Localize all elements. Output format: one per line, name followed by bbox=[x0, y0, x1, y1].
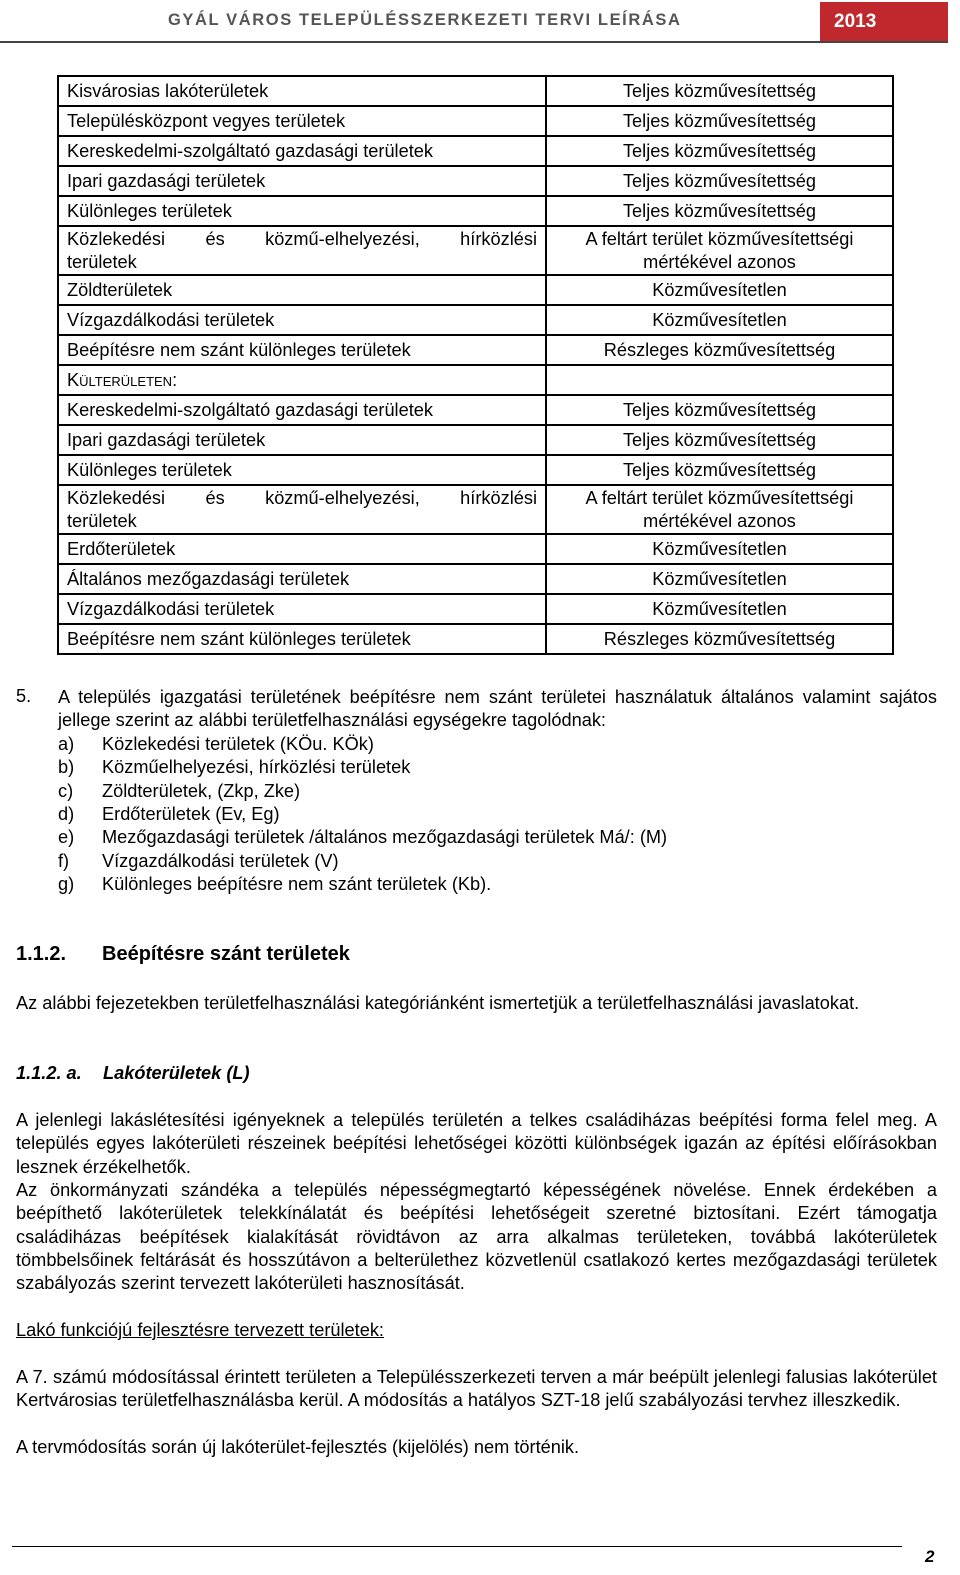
subsection-number: 1.1.2. a. bbox=[16, 1063, 82, 1083]
table-cell-area-type: Beépítésre nem szánt különleges területek bbox=[58, 335, 546, 365]
table-row bbox=[58, 365, 893, 395]
table-cell-utility-level: Közművesítetlen bbox=[546, 564, 893, 594]
table-cell-utility-level bbox=[546, 226, 893, 275]
list-item-text: Mezőgazdasági területek /általános mezőgazdasági területek Má/: (M) bbox=[102, 827, 668, 848]
list-item-text: Közműelhelyezési, hírközlési területek bbox=[102, 757, 411, 778]
list-item-label: a) bbox=[58, 734, 75, 754]
table-cell-area-type: Beépítésre nem szánt különleges területek bbox=[58, 624, 546, 654]
table-cell-area-type: Településközpont vegyes területek bbox=[58, 106, 546, 136]
table-row bbox=[58, 395, 893, 425]
subsection-title: Lakóterületek (L) bbox=[103, 1063, 250, 1083]
table-cell-empty bbox=[546, 365, 893, 395]
paragraph-4: A tervmódosítás során új lakóterület-fejlesztés (kijelölés) nem történik. bbox=[16, 1437, 580, 1457]
footer-rule bbox=[12, 1546, 902, 1547]
table-row bbox=[58, 166, 893, 196]
list-item-text: Különleges beépítésre nem szánt területek (Kb). bbox=[102, 873, 492, 894]
table-cell-area-type: Zöldterületek bbox=[58, 275, 546, 305]
list-item-label: g) bbox=[58, 873, 75, 894]
table-cell-area-type: Különleges területek bbox=[58, 455, 546, 485]
table-row bbox=[58, 305, 893, 335]
header-title: GYÁL VÁROS TELEPÜLÉSSZERKEZETI TERVI LEÍRÁSA bbox=[168, 11, 682, 29]
underlined-heading: Lakó funkciójú fejlesztésre tervezett területek: bbox=[16, 1320, 384, 1340]
paragraph-2: Az önkormányzati szándéka a település népességmegtartó képességének növelése. Ennek érdekében a beépíthető lakóterületek telekkínálatát és beépítési lehetőségeit szeretné biztosítani. Ezért támogatja családiházas beépítések kialakítását rövidtávon az arra alkalmas területeken, továbbá lakóterületek tömbbelsőinek feltárását és hosszútávon a belterülethez közvetlenül csatlakozó kertes mezőgazdasági területek szabályozás szerint tervezett lakóterületi hasznosítását. bbox=[16, 1180, 937, 1294]
point-5-number: 5. bbox=[16, 686, 32, 706]
list-item-text: Közlekedési területek (KÖu. KÖk) bbox=[102, 734, 374, 754]
table-row bbox=[58, 485, 893, 534]
cell-line: területek bbox=[67, 511, 137, 531]
table-row bbox=[58, 455, 893, 485]
table-row bbox=[58, 624, 893, 654]
table-cell-area-type: Különleges területek bbox=[58, 196, 546, 226]
table-cell-area-type: Erdőterületek bbox=[58, 534, 546, 564]
table-cell-utility-level: Teljes közművesítettség bbox=[546, 196, 893, 226]
table-cell-area-type: Kereskedelmi-szolgáltató gazdasági területek bbox=[58, 136, 546, 166]
list-item-text: Erdőterületek (Ev, Eg) bbox=[102, 803, 280, 824]
table-cell-area-type: Vízgazdálkodási területek bbox=[58, 305, 546, 335]
table-cell-area-type: Általános mezőgazdasági területek bbox=[58, 564, 546, 594]
table-cell-utility-level: Teljes közművesítettség bbox=[546, 106, 893, 136]
table-cell-area-type: Kereskedelmi-szolgáltató gazdasági területek bbox=[58, 395, 546, 425]
page-header bbox=[0, 0, 960, 42]
section-title: Beépítésre szánt területek bbox=[102, 943, 350, 965]
list-item-text: Zöldterületek, (Zkp, Zke) bbox=[102, 780, 301, 801]
list-item-text: Vízgazdálkodási területek (V) bbox=[102, 850, 339, 871]
table-cell-utility-level: Közművesítetlen bbox=[546, 275, 893, 305]
list-item-label: c) bbox=[58, 780, 74, 801]
cell-line: mértékével azonos bbox=[643, 252, 796, 272]
page-number: 2 bbox=[925, 1547, 935, 1566]
point-5-text: A település igazgatási területének beépítésre nem szánt területei használatuk általános valamint sajátos jellege szerint az alábbi területfelhasználási egységekre tagolódnak: bbox=[58, 687, 937, 731]
table-cell-utility-level: Közművesítetlen bbox=[546, 534, 893, 564]
cell-line: A feltárt terület közművesítettségi bbox=[585, 229, 854, 249]
section-number: 1.1.2. bbox=[16, 943, 67, 965]
paragraph-1: A jelenlegi lakáslétesítési igényeknek a település területén a telkes családiházas beépítési forma felel meg. A település egyes lakóterületi részeinek beépítési lehetőségei közötti különbségek igazán az építési előírásokban lesznek érzékelhetők. bbox=[16, 1110, 937, 1177]
table-cell-utility-level: Részleges közművesítettség bbox=[546, 624, 893, 654]
table-row bbox=[58, 136, 893, 166]
table-cell-utility-level: Teljes közművesítettség bbox=[546, 166, 893, 196]
cell-line: A feltárt terület közművesítettségi bbox=[585, 488, 854, 508]
table-row bbox=[58, 335, 893, 365]
cell-line: Közlekedési és közmű-elhelyezési, hírközlési bbox=[67, 488, 537, 508]
table-row bbox=[58, 76, 893, 106]
list-item-label: f) bbox=[58, 850, 70, 871]
table-row bbox=[58, 106, 893, 136]
table-cell-area-type: Kisvárosias lakóterületek bbox=[58, 76, 546, 106]
cell-line: Közlekedési és közmű-elhelyezési, hírközlési bbox=[67, 229, 537, 249]
table-cell-utility-level bbox=[546, 485, 893, 534]
table-cell-area-type bbox=[58, 485, 546, 534]
list-item-label: b) bbox=[58, 757, 75, 778]
header-year-badge: 2013 bbox=[820, 2, 948, 41]
section-intro: Az alábbi fejezetekben területfelhasználási kategóriánként ismertetjük a területfelhasználási javaslatokat. bbox=[16, 993, 860, 1013]
table-row bbox=[58, 275, 893, 305]
cell-line: területek bbox=[67, 252, 137, 272]
table-row bbox=[58, 425, 893, 455]
table-cell-utility-level: Teljes közművesítettség bbox=[546, 455, 893, 485]
table-row bbox=[58, 564, 893, 594]
table-cell-utility-level: Részleges közművesítettség bbox=[546, 335, 893, 365]
table-row bbox=[58, 594, 893, 624]
list-item-label: d) bbox=[58, 803, 75, 824]
paragraph-3: A 7. számú módosítással érintett területen a Településszerkezeti terven a már beépült jelenlegi falusias lakóterület Kertvárosias területfelhasználásba kerül. A módosítás a hatályos SZT-18 jelű szabályozási tervhez illeszkedik. bbox=[16, 1367, 937, 1411]
table-cell-utility-level: Teljes közművesítettség bbox=[546, 425, 893, 455]
table-row bbox=[58, 534, 893, 564]
table-cell-area-type: Vízgazdálkodási területek bbox=[58, 594, 546, 624]
table-row bbox=[58, 226, 893, 275]
list-item-label: e) bbox=[58, 827, 75, 848]
table-cell-area-type bbox=[58, 226, 546, 275]
table-section-label: Külterületen: bbox=[58, 365, 546, 395]
table-cell-utility-level: Teljes közművesítettség bbox=[546, 136, 893, 166]
zoning-utility-table bbox=[57, 75, 894, 655]
table-cell-area-type: Ipari gazdasági területek bbox=[58, 425, 546, 455]
table-cell-area-type: Ipari gazdasági területek bbox=[58, 166, 546, 196]
table-cell-utility-level: Közművesítetlen bbox=[546, 594, 893, 624]
table-cell-utility-level: Közművesítetlen bbox=[546, 305, 893, 335]
table-cell-utility-level: Teljes közművesítettség bbox=[546, 76, 893, 106]
header-rule bbox=[0, 41, 948, 43]
table-row bbox=[58, 196, 893, 226]
table-cell-utility-level: Teljes közművesítettség bbox=[546, 395, 893, 425]
cell-line: mértékével azonos bbox=[643, 511, 796, 531]
